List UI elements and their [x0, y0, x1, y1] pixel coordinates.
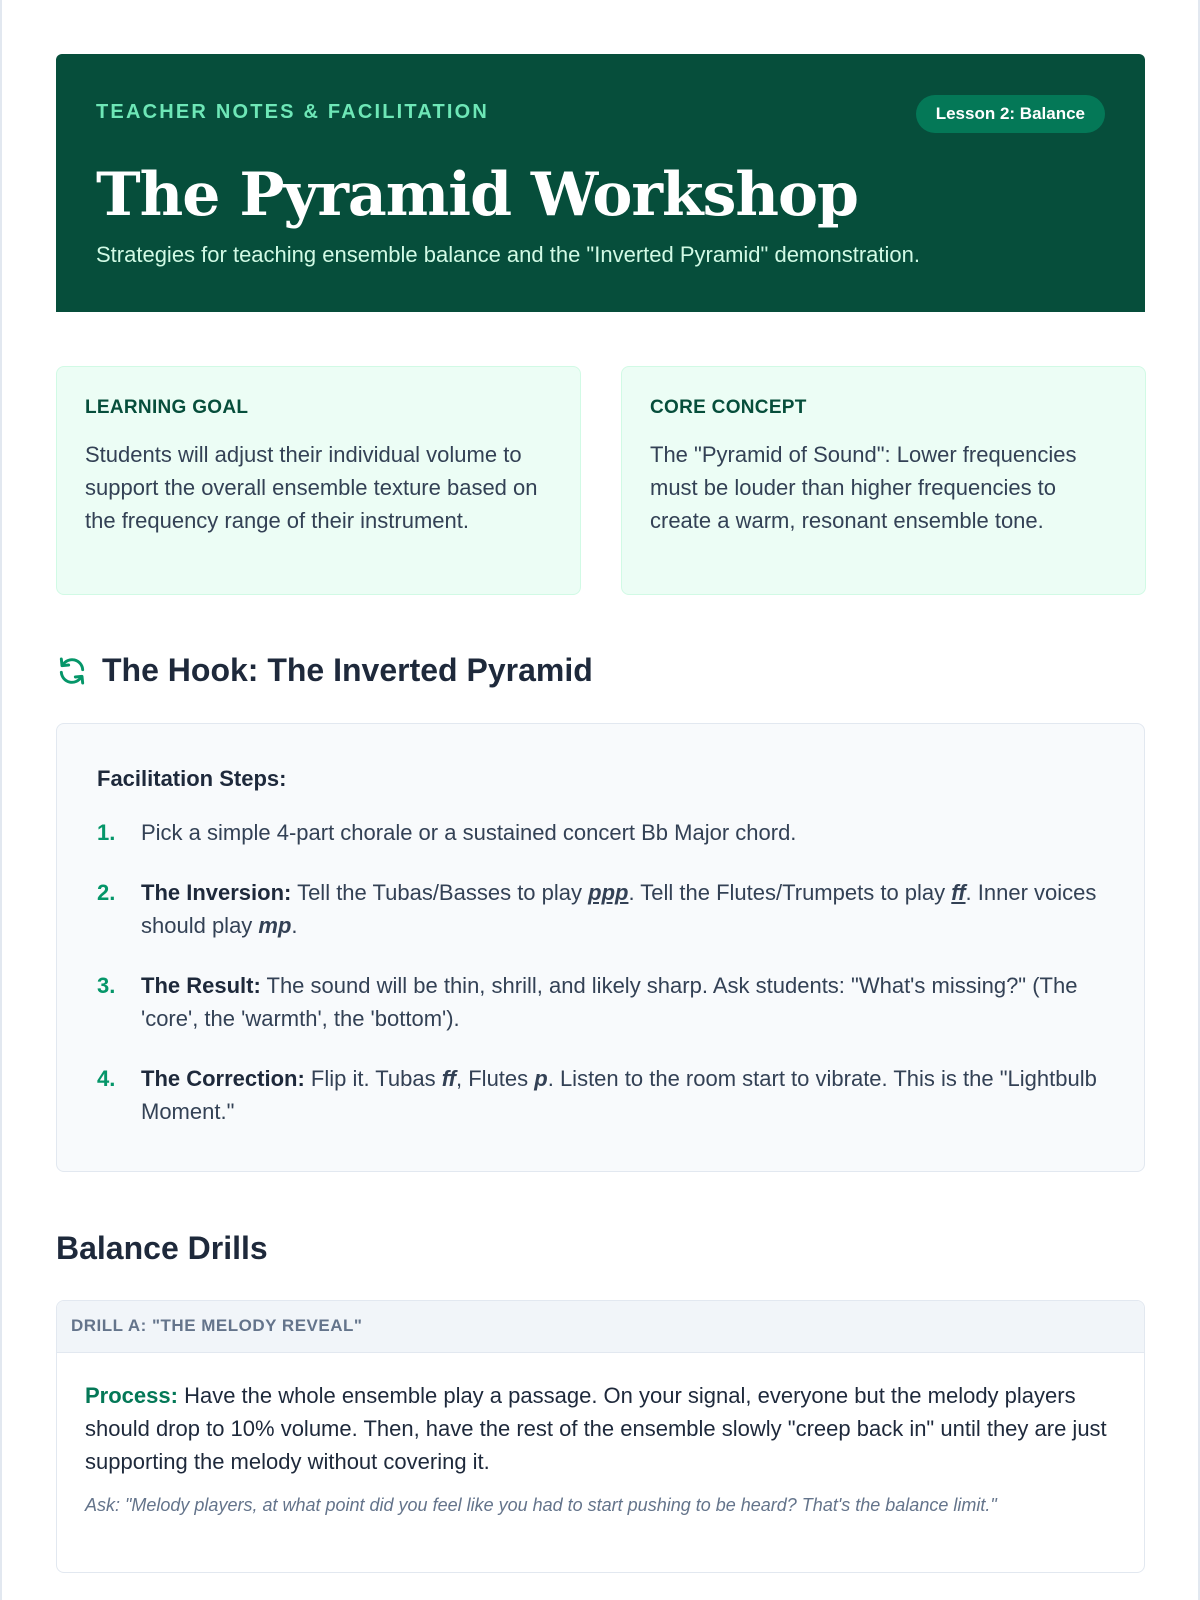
core-concept-label: CORE CONCEPT — [650, 397, 807, 418]
step-text — [141, 969, 1104, 1035]
refresh-icon — [56, 655, 88, 687]
list-item — [97, 969, 1104, 1035]
step-fragment: The sound will be thin, shrill, and likely sharp. Ask students: "What's missing?" (The 'core', the 'warmth', the 'bottom'). — [141, 973, 1078, 1031]
step-text: Pick a simple 4-part chorale or a sustained concert Bb Major chord. — [141, 820, 797, 845]
drill-ask: Ask: "Melody players, at what point did you feel like you had to start pushing to be heard? That's the balance limit." — [85, 1495, 997, 1515]
process-label: Process: — [85, 1383, 178, 1408]
step-fragment: , Flutes — [456, 1066, 535, 1091]
hook-heading: The Hook: The Inverted Pyramid — [102, 652, 593, 688]
core-concept-text: The "Pyramid of Sound": Lower frequencies must be louder than higher frequencies to create a warm, resonant ensemble tone. — [650, 442, 1077, 533]
page-title: The Pyramid Workshop — [96, 160, 858, 230]
page-subtitle: Strategies for teaching ensemble balance and the "Inverted Pyramid" demonstration. — [96, 242, 920, 267]
learning-goal-label: LEARNING GOAL — [85, 397, 249, 418]
step-fragment: . — [291, 913, 298, 938]
drill-body — [57, 1353, 1144, 1544]
step-number: 1. — [97, 820, 116, 845]
list-item — [97, 1062, 1104, 1128]
learning-goal-card — [56, 366, 581, 595]
step-fragment: Flip it. Tubas — [304, 1066, 442, 1091]
list-item — [97, 876, 1104, 942]
step-number: 4. — [97, 1066, 116, 1091]
step-number: 2. — [97, 880, 116, 905]
step-label: The Inversion: — [141, 880, 292, 905]
drill-card — [56, 1300, 1145, 1573]
lesson-header — [56, 54, 1145, 312]
page-edge-left — [0, 0, 2, 1600]
learning-goal-text: Students will adjust their individual volume to support the overall ensemble texture based on the frequency range of their instrument. — [85, 442, 538, 533]
dynamic-marking: mp — [258, 913, 292, 938]
dynamic-marking: ppp — [588, 880, 629, 905]
step-fragment: . Inner voices should play — [141, 880, 1097, 938]
step-text — [141, 1062, 1104, 1128]
step-number: 3. — [97, 973, 116, 998]
drill-header: DRILL A: "THE MELODY REVEAL" — [57, 1301, 1144, 1353]
step-label: The Correction: — [141, 1066, 305, 1091]
process-text: Have the whole ensemble play a passage. On your signal, everyone but the melody players should drop to 10% volume. Then, have the rest of the ensemble slowly "creep back in" until they are just supporting the melody without covering it. — [85, 1383, 1107, 1474]
dynamic-marking: ff — [951, 880, 966, 905]
drill-process — [85, 1379, 1116, 1478]
step-fragment: Tell the Tubas/Basses to play — [291, 880, 589, 905]
step-fragment: . Listen to the room start to vibrate. This is the "Lightbulb Moment." — [141, 1066, 1097, 1124]
balance-drills-heading: Balance Drills — [56, 1230, 268, 1266]
dynamic-marking: ff — [441, 1066, 457, 1091]
step-label: The Result: — [141, 973, 261, 998]
dynamic-marking: p — [534, 1066, 548, 1091]
step-fragment: . Tell the Flutes/Trumpets to play — [628, 880, 952, 905]
list-item — [97, 816, 1104, 849]
lesson-badge: Lesson 2: Balance — [916, 95, 1105, 133]
core-concept-card — [621, 366, 1146, 595]
facilitation-steps-heading: Facilitation Steps: — [97, 766, 287, 791]
header-eyebrow: TEACHER NOTES & FACILITATION — [96, 101, 490, 123]
step-text — [141, 876, 1104, 942]
hook-section-title — [56, 652, 593, 689]
facilitation-box — [56, 723, 1145, 1172]
